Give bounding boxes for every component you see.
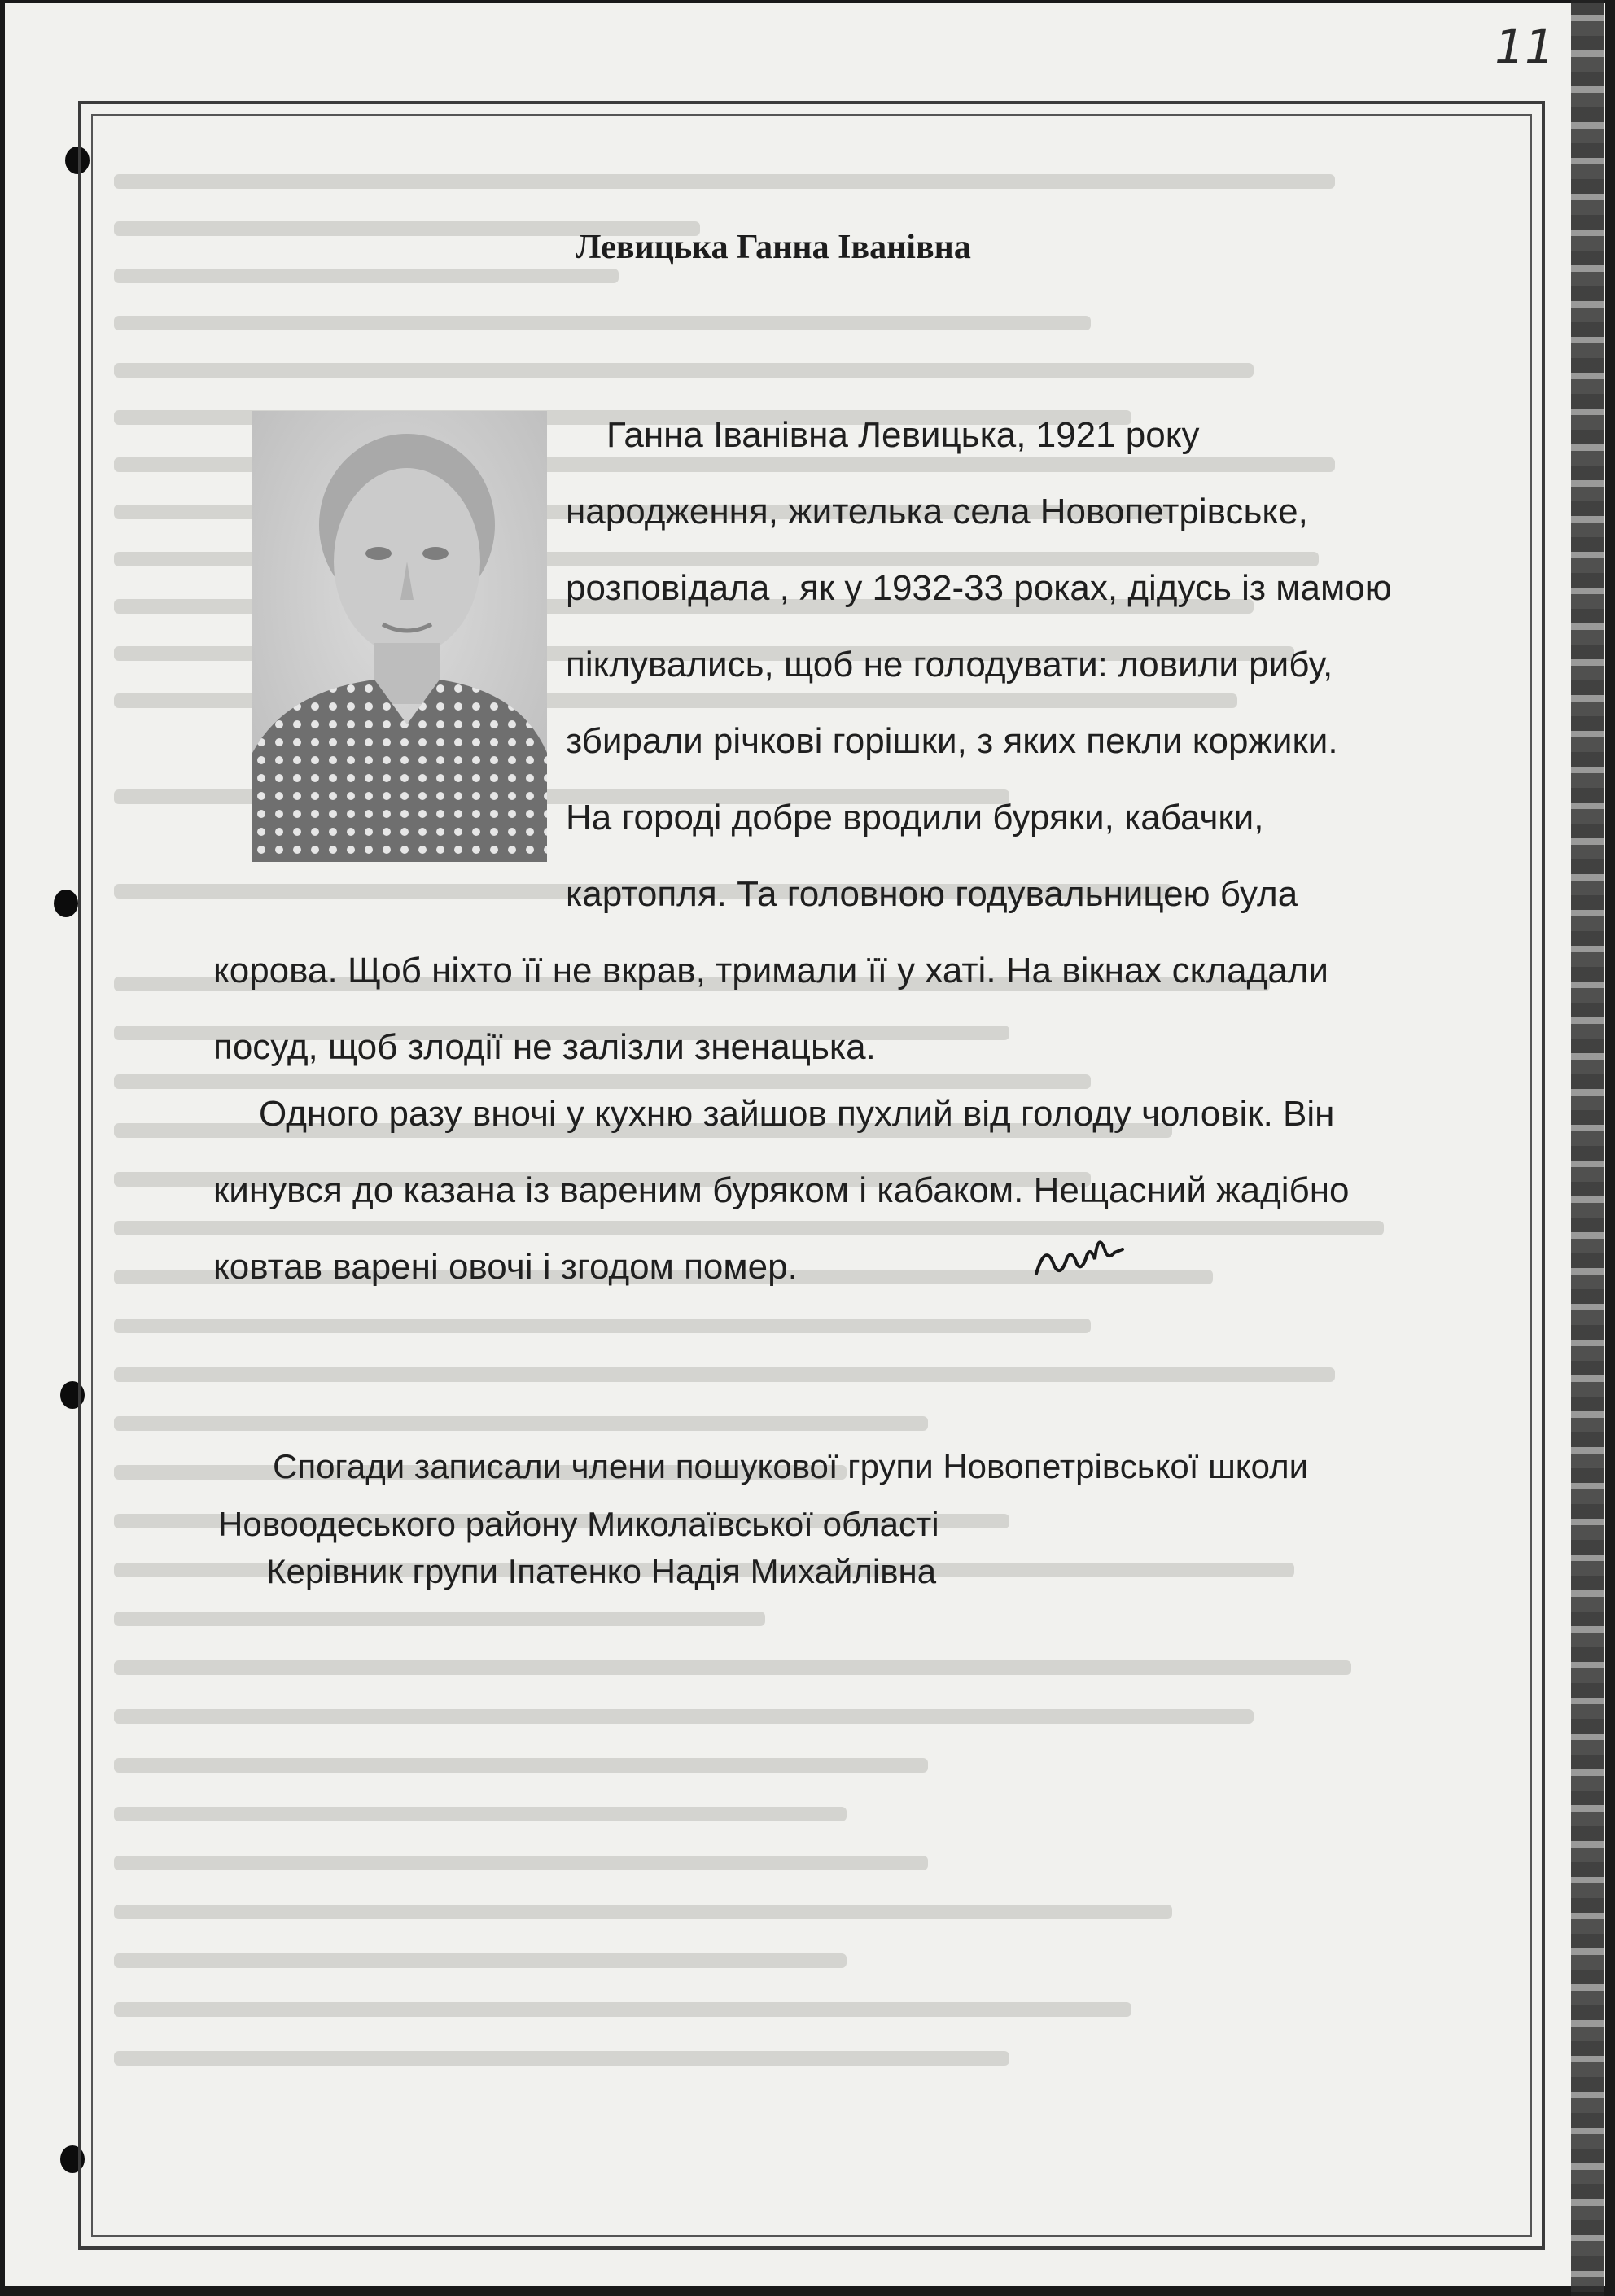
portrait-photo bbox=[252, 411, 547, 862]
footer-line-3: Керівник групи Іпатенко Надія Михайлівна bbox=[266, 1552, 937, 1590]
story-line: піклувались, щоб не голодувати: ловили рибу, bbox=[566, 645, 1333, 684]
story-line: збирали річкові горішки, з яких пекли коржики. bbox=[566, 721, 1338, 761]
scan-edge bbox=[1571, 0, 1604, 2296]
page-number: 11 bbox=[1495, 20, 1555, 75]
story-line: На городі добре вродили буряки, кабачки, bbox=[566, 798, 1264, 837]
story-lines-full bbox=[213, 933, 1328, 1086]
footer-line-2: Новоодеського району Миколаївської області bbox=[218, 1505, 939, 1543]
story-line: кинувся до казана із вареним буряком і кабаком. Нещасний жадібно bbox=[213, 1170, 1350, 1210]
story-line: Ганна Іванівна Левицька, 1921 року bbox=[606, 415, 1200, 455]
story-line: ковтав варені овочі і згодом помер. bbox=[213, 1247, 798, 1287]
footer-line-1: Спогади записали члени пошукової групи Новопетрівської школи bbox=[273, 1447, 1309, 1485]
binder-hole bbox=[54, 890, 78, 917]
story-intro-lines bbox=[606, 397, 1200, 474]
handwritten-signature bbox=[1030, 1225, 1127, 1282]
story-line: розповідала , як у 1932-33 роках, дідусь із мамою bbox=[566, 568, 1392, 608]
story-lines-wrap bbox=[566, 474, 1392, 933]
story-line: народження, жителька села Новопетрівське, bbox=[566, 492, 1308, 531]
story-line: Одного разу вночі у кухню зайшов пухлий від голоду чоловік. Він bbox=[259, 1094, 1335, 1134]
story-line: посуд, щоб злодії не залізли зненацька. bbox=[213, 1027, 876, 1067]
story-paragraph-2-cont bbox=[213, 1152, 1350, 1305]
story-line: корова. Щоб ніхто її не вкрав, тримали її у хаті. На вікнах складали bbox=[213, 951, 1328, 991]
page-title: Левицька Ганна Іванівна bbox=[576, 229, 971, 266]
story-paragraph-2 bbox=[259, 1076, 1334, 1152]
story-line: картопля. Та головною годувальницею була bbox=[566, 874, 1298, 914]
